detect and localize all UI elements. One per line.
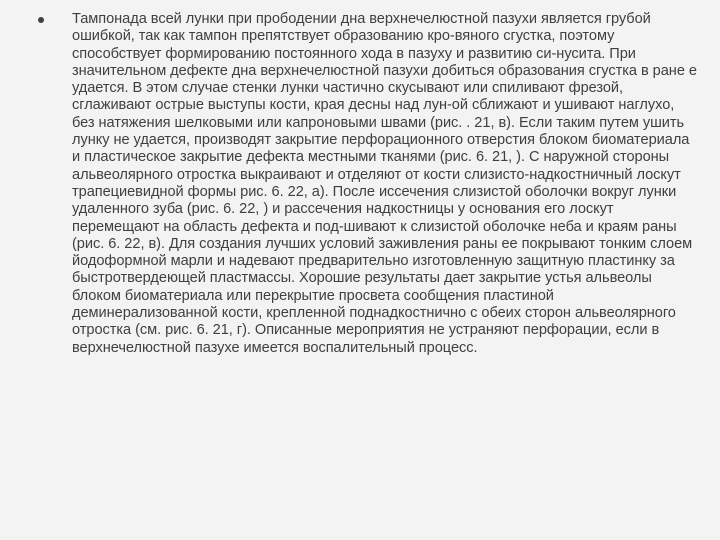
- bullet-text: Тампонада всей лунки при прободении дна верхнечелюстной пазухи является грубой ошибкой, так как тампон препятствует образованию кро-вяного сгустка, поэтому способствует формированию постоянного хода в пазуху и развитию си-нусита. При значительном дефекте дна верхнечелюстной пазухи добиться образования сгустка в ране е удается. В этом случае стенки лунки частично скусывают или спиливают фрезой, сглаживают острые выступы кости, края десны над лун-ой сближают и ушивают наглухо, без натяжения шелковыми или капроновыми швами (рис. . 21, в). Если таким путем ушить лунку не удается, производят закрытие перфорационного отверстия блоком биоматериала и пластическое закрытие дефекта местными тканями (рис. 6. 21, ). С наружной стороны альвеолярного отростка выкраивают и отделяют от кости слизисто-надкостничный лоскут трапециевидной формы рис. 6. 22, а). После иссечения слизистой оболочки вокруг лунки удаленного зуба (рис. 6. 22, ) и рассечения надкостницы у основания его лоскут перемещают на область дефекта и под-шивают к слизистой оболочке неба и краям раны (рис. 6. 22, в). Для создания лучших условий заживления раны ее покрывают тонким слоем йодоформной марли и надевают предварительно изготовленную защитную пластинку за быстротвердеющей пластмассы. Хорошие результаты дает закрытие устья альвеолы блоком биоматериала или перекрытие просвета сообщения пластиной деминерализованной кости, крепленной поднадкостнично с обеих сторон альвеолярного отростка (см. рис. 6. 21, г). Описанные мероприятия не устраняют перфорации, если в верхнечелюстной пазухе имеется воспалительный процесс.: [72, 11, 697, 356]
- bullet-item: [38, 11, 698, 357]
- bullet-dot-icon: [38, 17, 44, 23]
